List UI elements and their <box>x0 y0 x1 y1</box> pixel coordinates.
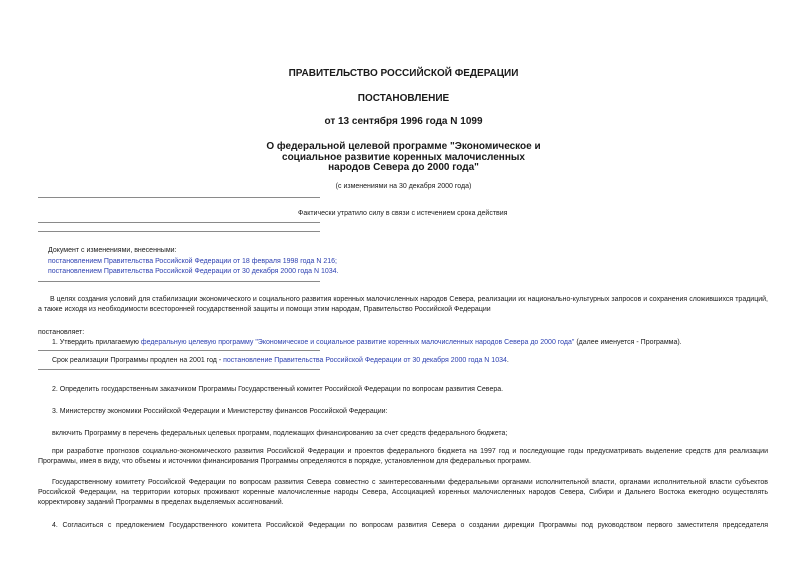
item-2: 2. Определить государственным заказчиком Программы Государственный комитет Российской Федерации по вопросам развития Севера. <box>52 386 504 393</box>
divider <box>38 222 320 223</box>
divider <box>38 281 320 282</box>
program-title-link[interactable]: "Экономическое и социальное развитие коренных малочисленных народов Севера до 2000 года" <box>255 339 575 346</box>
postanovlyaet: постановляет: <box>38 329 85 336</box>
divider <box>38 231 320 232</box>
status-text: Фактически утратило силу в связи с истечением срока действия <box>298 210 508 217</box>
document-date-number: от 13 сентября 1996 года N 1099 <box>324 116 483 127</box>
preamble-paragraph: В целях создания условий для стабилизации экономического и социального развития коренных малочисленных народов Севера, реализации их национально-культурных запросов и сохранения сложившихся традиций, а также исходя из необходимости всесторонней государственной защиты и помощи этим народам, Правительство Российской Федерации <box>38 296 768 313</box>
program-link[interactable]: федеральную целевую программу <box>140 339 254 346</box>
goskom-paragraph: Государственному комитету Российской Федерации по вопросам развития Севера совместно с заинтересованными федеральными органами исполнительной власти, органами исполнительной власти субъектов Российской Федерации, на территории которых проживают коренные малочисленные народы Севера, Ассоциацией коренных малочисленных народов Севера, Сибири и Дальнего Востока ежегодно осуществлять корректировку заданий Программы в пределах выделяемых ассигнований. <box>38 479 768 506</box>
extension-decree-link[interactable]: постановление Правительства Российской Федерации от 30 декабря 2000 года N 1034 <box>223 357 507 364</box>
changes-intro: Документ с изменениями, внесенными: <box>48 247 177 254</box>
document-title-line: О федеральной целевой программе "Экономическое и <box>266 141 541 152</box>
program-extension-note <box>52 356 509 365</box>
amendment-link-1998[interactable]: постановлением Правительства Российской Федерации от 18 февраля 1998 года N 216; <box>48 258 337 265</box>
divider <box>38 369 320 370</box>
extension-suffix: . <box>506 357 509 364</box>
item-1-prefix: 1. Утвердить прилагаемую <box>52 339 141 346</box>
item-3-include: включить Программу в перечень федеральных целевых программ, подлежащих финансированию за счет средств федерального бюджета; <box>52 430 508 437</box>
amendment-link-2000[interactable]: постановлением Правительства Российской Федерации от 30 декабря 2000 года N 1034. <box>48 268 339 275</box>
amendment-note: (с изменениями на 30 декабря 2000 года) <box>335 183 472 190</box>
item-1-suffix: (далее именуется - Программа). <box>574 339 682 346</box>
divider <box>38 197 320 198</box>
document-type: ПОСТАНОВЛЕНИЕ <box>357 93 450 104</box>
item-4: 4. Согласиться с предложением Государственного комитета Российской Федерации по вопросам развития Севера о создании дирекции Программы под руководством первого заместителя председателя <box>52 522 768 529</box>
document-title-line: социальное развитие коренных малочисленных <box>282 151 525 163</box>
document-title-line: народов Севера до 2000 года" <box>328 162 479 173</box>
item-1 <box>52 338 682 347</box>
extension-prefix: Срок реализации Программы продлен на 2001 год - <box>52 357 224 364</box>
government-title: ПРАВИТЕЛЬСТВО РОССИЙСКОЙ ФЕДЕРАЦИИ <box>288 68 519 79</box>
document-title <box>0 142 807 174</box>
divider <box>38 350 320 351</box>
item-3: 3. Министерству экономики Российской Федерации и Министерству финансов Российской Федерации: <box>52 408 388 415</box>
item-3-forecasts: при разработке прогнозов социально-экономического развития Российской Федерации и проектов федерального бюджета на 1997 год и последующие годы предусматривать выделение средств для реализации Программы, имея в виду, что объемы и источники финансирования Программы определяются в порядке, установленном для федеральных программ. <box>38 448 768 465</box>
